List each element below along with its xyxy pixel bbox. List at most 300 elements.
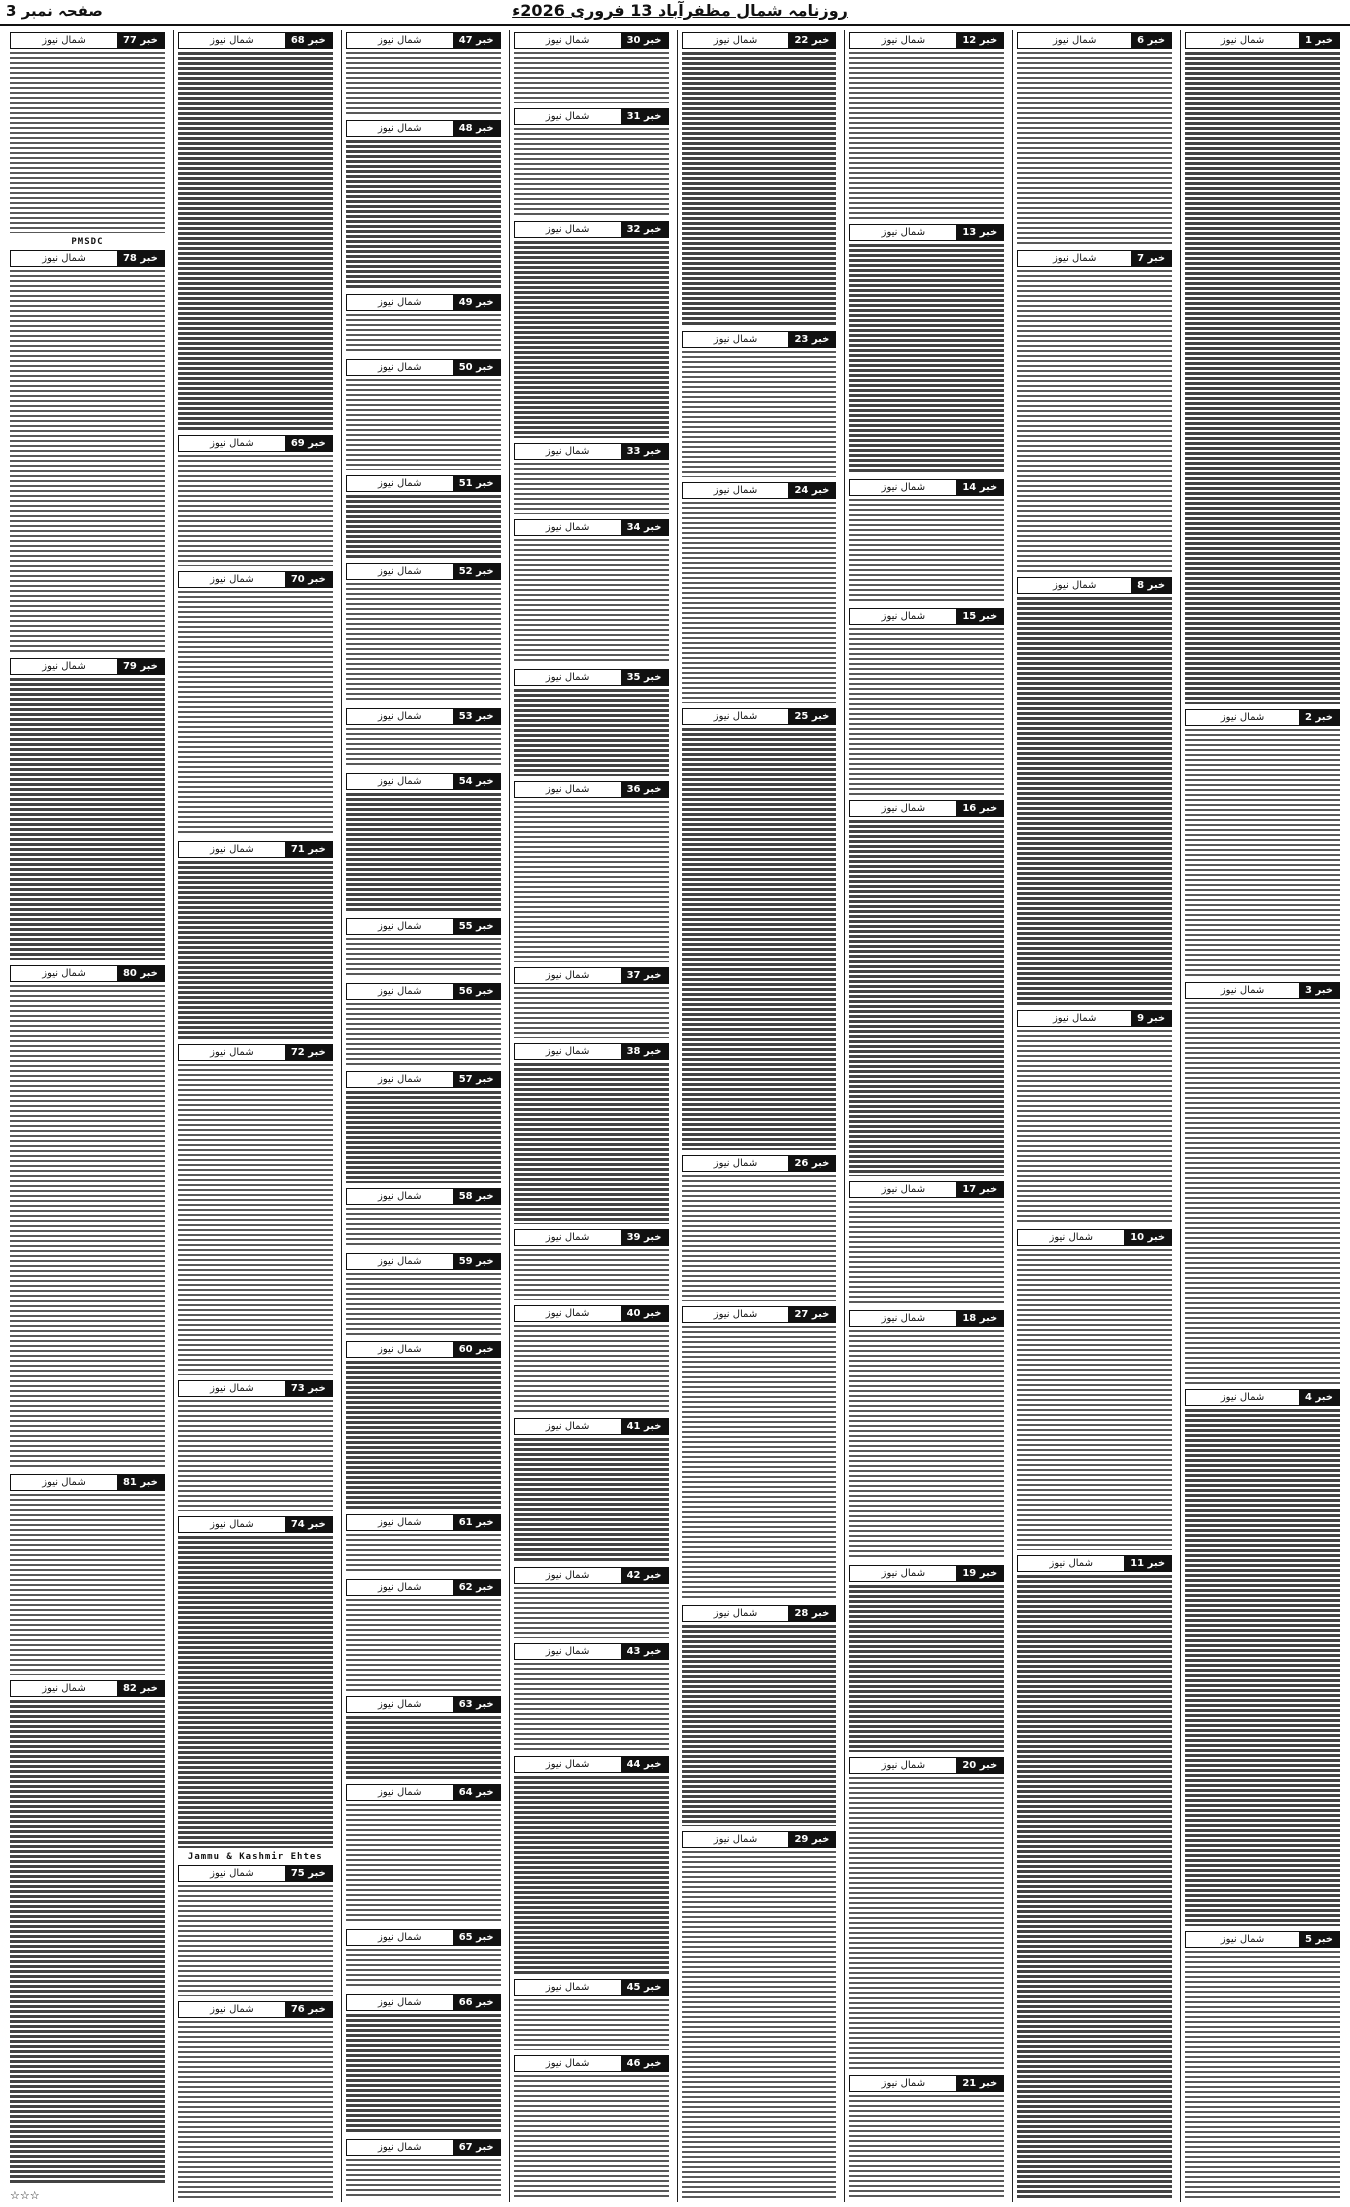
- news-item-body: [178, 52, 333, 430]
- news-item-number: خبر 40: [621, 1306, 668, 1321]
- news-item-header: [849, 800, 1004, 817]
- news-item-header: [178, 1865, 333, 1882]
- news-item-header: [682, 32, 837, 49]
- news-item: [346, 916, 501, 978]
- news-item-number: خبر 5: [1299, 1932, 1339, 1947]
- news-item-tag: شمال نیوز: [378, 478, 422, 490]
- news-item-body: [514, 1663, 669, 1751]
- news-item: [346, 1927, 501, 1989]
- news-item-body: [682, 728, 837, 1150]
- news-item: [849, 477, 1004, 603]
- news-item-body: [849, 499, 1004, 603]
- news-item-tag: شمال نیوز: [378, 566, 422, 578]
- news-item-header: [346, 1929, 501, 1946]
- news-item-header: [1017, 577, 1172, 594]
- news-item-tag: شمال نیوز: [713, 1608, 758, 1620]
- news-item-body: [178, 1064, 333, 1375]
- news-item-header: [514, 1229, 669, 1246]
- news-item-number: خبر 72: [285, 1045, 332, 1060]
- news-item-tag: شمال نیوز: [545, 784, 590, 796]
- news-item-header: [346, 1071, 501, 1088]
- news-item: [178, 1378, 333, 1511]
- news-item-body: [178, 1400, 333, 1511]
- news-item-number: خبر 67: [453, 2140, 500, 2155]
- news-item-tag: شمال نیوز: [210, 1383, 254, 1395]
- news-item: [346, 1186, 501, 1248]
- news-item-body: [514, 463, 669, 514]
- news-item-header: [1185, 982, 1340, 999]
- news-item-body: [514, 1063, 669, 1224]
- news-item-header: [682, 331, 837, 348]
- news-item-header: [346, 120, 501, 137]
- news-item-body: [1185, 1951, 1340, 2199]
- news-item-body: [346, 1208, 501, 1248]
- news-item-header: [1017, 250, 1172, 267]
- news-item-tag: شمال نیوز: [881, 1313, 926, 1324]
- news-item-number: خبر 69: [285, 436, 332, 451]
- news-item-tag: شمال نیوز: [378, 2142, 422, 2154]
- news-item-header: [178, 571, 333, 588]
- news-column: [341, 30, 505, 2202]
- news-item-number: خبر 22: [788, 33, 835, 48]
- news-item: [1017, 1227, 1172, 1550]
- news-item-number: خبر 62: [453, 1580, 500, 1595]
- news-item-number: خبر 55: [453, 919, 500, 934]
- news-item-header: [346, 1253, 501, 1270]
- news-item-tag: شمال نیوز: [378, 296, 422, 308]
- news-item-body: [346, 1091, 501, 1183]
- news-item: [346, 30, 501, 115]
- news-item-number: خبر 47: [453, 33, 500, 48]
- news-item-body: [514, 1438, 669, 1562]
- news-item-tag: شمال نیوز: [881, 2078, 926, 2089]
- news-item-tag: شمال نیوز: [378, 1344, 422, 1356]
- news-item-number: خبر 75: [285, 1866, 332, 1881]
- news-item-number: خبر 49: [453, 295, 500, 310]
- news-item-number: خبر 66: [453, 1995, 500, 2010]
- news-item-body: [346, 1599, 501, 1691]
- news-item-number: خبر 1: [1299, 33, 1339, 48]
- news-item-number: خبر 57: [453, 1072, 500, 1087]
- news-item: [178, 1042, 333, 1375]
- news-item-header: [682, 1831, 837, 1848]
- news-item-header: [682, 1306, 837, 1323]
- news-item-header: [346, 983, 501, 1000]
- news-item-tag: شمال نیوز: [545, 1421, 590, 1433]
- news-item-body: [849, 1777, 1004, 2070]
- news-item-number: خبر 10: [1124, 1230, 1171, 1245]
- news-item-number: خبر 38: [621, 1044, 668, 1059]
- news-item: [514, 219, 669, 438]
- news-item-body: [1017, 1575, 1172, 2199]
- news-item-number: خبر 27: [788, 1307, 835, 1322]
- news-item-number: خبر 74: [285, 1517, 332, 1532]
- news-column: [677, 30, 841, 2202]
- news-item-tag: شمال نیوز: [1049, 1231, 1093, 1243]
- news-item-tag: شمال نیوز: [42, 967, 86, 979]
- news-item-number: خبر 39: [621, 1230, 668, 1245]
- news-item-header: [514, 967, 669, 984]
- news-item-number: خبر 48: [453, 121, 500, 136]
- page-number: صفحہ نمبر 3: [6, 2, 103, 20]
- news-item-body: [514, 1325, 669, 1413]
- news-item-header: [1017, 32, 1172, 49]
- news-item-body: [346, 314, 501, 354]
- news-item: [514, 667, 669, 777]
- news-item: [346, 118, 501, 288]
- news-item: [10, 30, 165, 233]
- news-item-number: خبر 64: [453, 1785, 500, 1800]
- news-item-tag: شمال نیوز: [1052, 579, 1097, 591]
- news-item-body: [346, 1361, 501, 1509]
- news-item-number: خبر 44: [621, 1757, 668, 1772]
- news-item-tag: شمال نیوز: [881, 35, 926, 46]
- news-item-tag: شمال نیوز: [1220, 984, 1265, 996]
- news-item-number: خبر 79: [117, 659, 164, 674]
- news-item-tag: شمال نیوز: [545, 35, 590, 46]
- news-item-tag: شمال نیوز: [210, 1046, 254, 1058]
- news-item-number: خبر 7: [1131, 251, 1171, 266]
- news-item: [178, 1999, 333, 2199]
- news-item-body: [849, 1330, 1004, 1560]
- news-item-tag: شمال نیوز: [210, 35, 254, 46]
- news-item: [346, 561, 501, 703]
- news-item-tag: شمال نیوز: [378, 361, 422, 373]
- news-item-number: خبر 15: [956, 609, 1003, 624]
- news-item-tag: شمال نیوز: [42, 1682, 86, 1694]
- news-item-number: خبر 61: [453, 1515, 500, 1530]
- news-item-tag: شمال نیوز: [42, 35, 86, 46]
- news-column: [509, 30, 673, 2202]
- news-item: [178, 433, 333, 566]
- news-item-body: [849, 1585, 1004, 1752]
- news-item: [849, 30, 1004, 219]
- news-item-header: [178, 32, 333, 49]
- news-item-number: خبر 65: [453, 1930, 500, 1945]
- news-item: [849, 606, 1004, 795]
- news-item-tag: شمال نیوز: [1052, 1013, 1097, 1025]
- news-item: [346, 771, 501, 913]
- news-item-tag: شمال نیوز: [378, 711, 422, 723]
- news-item-header: [346, 1696, 501, 1713]
- news-item-body: [346, 1716, 501, 1779]
- news-item-header: [849, 2075, 1004, 2092]
- news-item-number: خبر 51: [453, 476, 500, 491]
- news-item-number: خبر 18: [956, 1311, 1003, 1326]
- news-item: [849, 1755, 1004, 2070]
- news-item-number: خبر 8: [1131, 578, 1171, 593]
- news-item-header: [346, 1994, 501, 2011]
- news-item: [849, 798, 1004, 1176]
- news-item-header: [514, 108, 669, 125]
- news-item-number: خبر 34: [621, 520, 668, 535]
- news-item: [1185, 980, 1340, 1384]
- news-item-number: خبر 23: [788, 332, 835, 347]
- news-item-number: خبر 59: [453, 1254, 500, 1269]
- news-item: [10, 656, 165, 960]
- news-item-body: [1017, 597, 1172, 1006]
- news-item-number: خبر 73: [285, 1381, 332, 1396]
- news-item: [514, 1041, 669, 1224]
- news-item-tag: شمال نیوز: [545, 446, 590, 458]
- news-item-tag: شمال نیوز: [545, 1570, 590, 1582]
- news-item-tag: شمال نیوز: [545, 970, 590, 982]
- news-item: [514, 2053, 669, 2199]
- news-item-header: [682, 482, 837, 499]
- news-item-body: [346, 495, 501, 558]
- news-item-body: [346, 1273, 501, 1336]
- news-item: [514, 1227, 669, 1300]
- news-item-header: [514, 1643, 669, 1660]
- news-item-body: [10, 52, 165, 233]
- news-item-number: خبر 11: [1124, 1556, 1171, 1571]
- news-item: [514, 1754, 669, 1973]
- news-item-number: خبر 77: [117, 33, 164, 48]
- news-item-body: [514, 1249, 669, 1300]
- news-item-header: [178, 1044, 333, 1061]
- news-item-body: [178, 591, 333, 836]
- masthead: [0, 0, 1350, 26]
- news-item: [346, 2137, 501, 2199]
- news-item-header: [514, 669, 669, 686]
- news-item-header: [514, 2055, 669, 2072]
- news-item-body: [514, 987, 669, 1038]
- news-item-body: [10, 1494, 165, 1675]
- news-item-body: [682, 1851, 837, 2199]
- news-item-body: [346, 938, 501, 978]
- news-item-header: [346, 1514, 501, 1531]
- news-item-number: خبر 60: [453, 1342, 500, 1357]
- news-item-body: [514, 2075, 669, 2199]
- news-item-number: خبر 52: [453, 564, 500, 579]
- news-column: [173, 30, 337, 2202]
- news-item-body: [682, 1326, 837, 1600]
- news-item-header: [346, 918, 501, 935]
- news-item-header: [346, 2139, 501, 2156]
- news-item-header: [514, 1043, 669, 1060]
- news-item-number: خبر 80: [117, 966, 164, 981]
- news-item: [1185, 30, 1340, 704]
- news-item-number: خبر 54: [453, 774, 500, 789]
- news-column: [6, 30, 169, 2202]
- news-item-tag: شمال نیوز: [545, 2057, 590, 2069]
- news-item-tag: شمال نیوز: [545, 1646, 590, 1658]
- news-item-header: [514, 1567, 669, 1584]
- news-item-header: [178, 1516, 333, 1533]
- news-item: [514, 30, 669, 103]
- news-item: [346, 1577, 501, 1691]
- news-item-header: [10, 965, 165, 982]
- news-item-tag: شمال نیوز: [42, 252, 86, 264]
- news-item-header: [849, 1757, 1004, 1774]
- news-item-body: [178, 1885, 333, 1996]
- news-item: [1185, 1929, 1340, 2199]
- news-item-body: [849, 820, 1004, 1176]
- news-item: [514, 1977, 669, 2050]
- news-item-tag: شمال نیوز: [378, 1517, 422, 1529]
- english-snippet: PMSDC: [71, 236, 104, 247]
- news-item-header: [10, 1474, 165, 1491]
- news-item-tag: شمال نیوز: [881, 803, 926, 814]
- news-item-header: [346, 32, 501, 49]
- news-item-body: [346, 1804, 501, 1924]
- english-snippet: Jammu & Kashmir Ehtes: [187, 1851, 323, 1862]
- news-item-body: [514, 1776, 669, 1973]
- news-item-tag: شمال نیوز: [1052, 253, 1097, 265]
- news-item-number: خبر 17: [956, 1182, 1003, 1197]
- news-item-number: خبر 2: [1299, 710, 1339, 725]
- news-item-number: خبر 76: [285, 2002, 332, 2017]
- news-item-body: [849, 628, 1004, 795]
- news-item-number: خبر 35: [621, 670, 668, 685]
- news-item-body: [849, 1201, 1004, 1305]
- news-item: [514, 441, 669, 514]
- news-item-body: [849, 2095, 1004, 2199]
- news-item-body: [1185, 52, 1340, 704]
- news-item-header: [10, 32, 165, 49]
- news-item-body: [1017, 270, 1172, 571]
- news-item-body: [514, 689, 669, 777]
- news-item: [514, 1641, 669, 1751]
- news-item: [514, 1416, 669, 1562]
- news-item-header: [514, 781, 669, 798]
- news-item-tag: شمال نیوز: [545, 1308, 590, 1320]
- news-item-number: خبر 41: [621, 1419, 668, 1434]
- news-item: [10, 1678, 165, 2184]
- news-item-tag: شمال نیوز: [378, 1074, 422, 1086]
- news-column: [1012, 30, 1176, 2202]
- news-column: [844, 30, 1008, 2202]
- news-item-number: خبر 21: [956, 2076, 1003, 2091]
- news-item-body: [1017, 1249, 1172, 1550]
- news-item-number: خبر 30: [621, 33, 668, 48]
- news-item: [10, 963, 165, 1469]
- news-columns: [6, 30, 1344, 2202]
- news-item-body: [346, 1534, 501, 1574]
- news-item-number: خبر 81: [117, 1475, 164, 1490]
- news-item-number: خبر 4: [1299, 1390, 1339, 1405]
- news-item: [178, 569, 333, 836]
- news-item: [682, 1829, 837, 2199]
- news-item-tag: شمال نیوز: [1220, 35, 1265, 46]
- news-item-number: خبر 45: [621, 1980, 668, 1995]
- news-item: [682, 329, 837, 477]
- news-item-tag: شمال نیوز: [713, 35, 758, 46]
- news-item-body: [178, 455, 333, 566]
- news-item-tag: شمال نیوز: [1220, 712, 1265, 724]
- news-item-body: [514, 1587, 669, 1638]
- news-item-tag: شمال نیوز: [378, 1997, 422, 2009]
- news-item-number: خبر 78: [117, 251, 164, 266]
- news-item: [849, 1179, 1004, 1305]
- news-item-tag: شمال نیوز: [378, 1698, 422, 1710]
- news-item: [849, 2073, 1004, 2199]
- news-item-tag: شمال نیوز: [713, 710, 758, 722]
- news-item-body: [178, 2021, 333, 2199]
- news-item: [10, 248, 165, 653]
- news-item-number: خبر 9: [1131, 1011, 1171, 1026]
- news-item-body: [682, 1625, 837, 1825]
- news-item-tag: شمال نیوز: [1220, 1392, 1265, 1404]
- news-item-body: [346, 793, 501, 913]
- news-item-tag: شمال نیوز: [378, 35, 422, 46]
- news-item-header: [514, 1979, 669, 1996]
- news-item: [682, 706, 837, 1150]
- news-item: [682, 1153, 837, 1301]
- news-item-number: خبر 14: [956, 480, 1003, 495]
- news-item-body: [346, 52, 501, 115]
- news-item-header: [849, 1310, 1004, 1327]
- news-item: [10, 1472, 165, 1675]
- end-stars: ☆☆☆: [10, 2189, 40, 2202]
- news-item-body: [346, 2014, 501, 2134]
- news-item-number: خبر 58: [453, 1189, 500, 1204]
- news-item-tag: شمال نیوز: [378, 1582, 422, 1594]
- news-item-tag: شمال نیوز: [545, 1759, 590, 1771]
- news-item: [178, 1514, 333, 1847]
- news-item-tag: شمال نیوز: [545, 1232, 590, 1244]
- news-item-body: [682, 351, 837, 477]
- news-item-header: [514, 1756, 669, 1773]
- news-item-header: [849, 32, 1004, 49]
- news-item-header: [682, 708, 837, 725]
- news-item-header: [346, 708, 501, 725]
- news-item-tag: شمال نیوز: [42, 660, 86, 672]
- news-item: [1017, 30, 1172, 245]
- news-item-header: [346, 1188, 501, 1205]
- news-item: [1017, 1553, 1172, 2199]
- news-item-header: [849, 1565, 1004, 1582]
- news-item-header: [849, 479, 1004, 496]
- news-item-tag: شمال نیوز: [210, 1867, 254, 1879]
- news-item-number: خبر 33: [621, 444, 668, 459]
- news-item-tag: شمال نیوز: [378, 776, 422, 788]
- news-item-number: خبر 26: [788, 1156, 835, 1171]
- news-item-number: خبر 42: [621, 1568, 668, 1583]
- news-item: [849, 1308, 1004, 1560]
- news-item-number: خبر 46: [621, 2056, 668, 2071]
- news-item-body: [1017, 52, 1172, 245]
- news-item-header: [514, 443, 669, 460]
- news-item-tag: شمال نیوز: [881, 1568, 926, 1579]
- news-column: [1180, 30, 1344, 2202]
- news-item: [346, 1782, 501, 1924]
- news-item: [1017, 248, 1172, 571]
- news-item-body: [346, 1949, 501, 1989]
- news-item-body: [178, 1536, 333, 1847]
- news-item-tag: شمال نیوز: [42, 1477, 86, 1488]
- news-item-number: خبر 13: [956, 225, 1003, 240]
- news-item: [346, 357, 501, 471]
- news-item-header: [514, 221, 669, 238]
- news-item-body: [10, 1700, 165, 2184]
- news-item: [849, 222, 1004, 474]
- news-item-body: [1017, 1030, 1172, 1223]
- news-item-tag: شمال نیوز: [545, 1046, 590, 1058]
- news-item-number: خبر 71: [285, 842, 332, 857]
- news-item-tag: شمال نیوز: [1049, 1557, 1093, 1569]
- news-item: [514, 517, 669, 663]
- news-item-header: [1017, 1555, 1172, 1572]
- news-item-header: [514, 1305, 669, 1322]
- news-item-number: خبر 24: [788, 483, 835, 498]
- news-item-header: [1017, 1010, 1172, 1027]
- news-item-body: [346, 2159, 501, 2199]
- news-item: [178, 1863, 333, 1996]
- news-item-tag: شمال نیوز: [713, 1833, 758, 1845]
- news-item-body: [346, 728, 501, 768]
- news-item-header: [514, 32, 669, 49]
